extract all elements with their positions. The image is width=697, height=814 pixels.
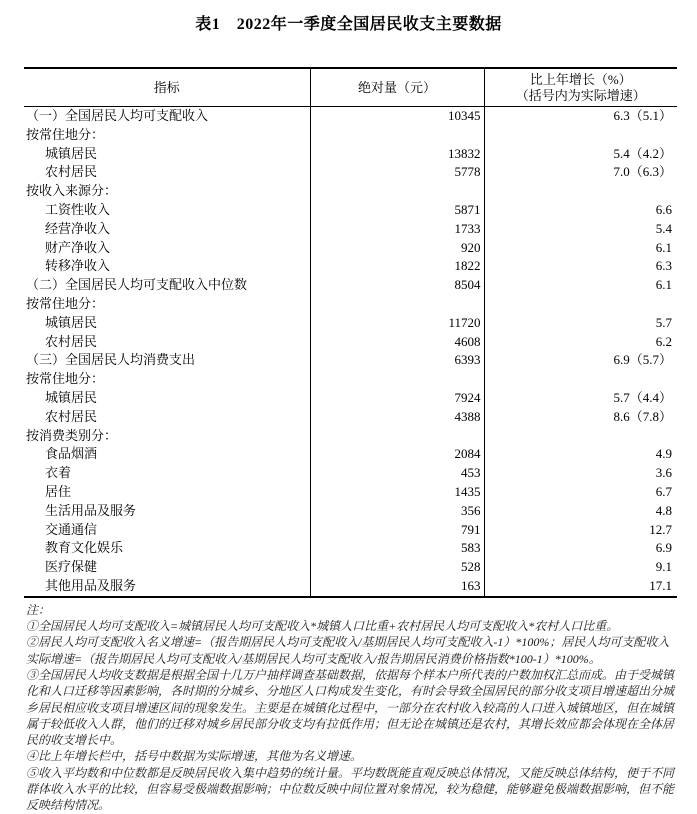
- header-growth-line2: （括号内为实际增速）: [515, 87, 646, 103]
- absolute-value-cell: 11720: [310, 314, 484, 333]
- table-row: [24, 276, 677, 295]
- notes-label: 注：: [26, 602, 51, 617]
- growth-value-cell: [484, 427, 677, 446]
- indicator-cell: 其他用品及服务: [45, 577, 137, 593]
- absolute-value-cell: 7924: [310, 389, 484, 408]
- indicator-cell: 财产净收入: [45, 239, 111, 255]
- indicator-cell: 交通通信: [45, 521, 98, 537]
- growth-value-cell: 5.4: [484, 220, 677, 239]
- table-row: [24, 483, 677, 502]
- table-header-row: [24, 68, 677, 107]
- absolute-value-cell: 920: [310, 239, 484, 258]
- indicator-cell: 城镇居民: [45, 389, 98, 405]
- absolute-value-cell: 10345: [310, 107, 484, 126]
- growth-value-cell: 9.1: [484, 558, 677, 577]
- note-item: ①全国居民人均可支配收入=城镇居民人均可支配收入*城镇人口比重+农村居民人均可支配收入*农村人口比重。: [26, 619, 619, 634]
- table-row: [24, 239, 677, 258]
- growth-value-cell: 4.8: [484, 502, 677, 521]
- table-row: [24, 577, 677, 597]
- header-absolute-amount: 绝对量（元）: [310, 68, 484, 107]
- indicator-cell: 居住: [45, 483, 72, 499]
- growth-value-cell: 6.1: [484, 276, 677, 295]
- growth-value-cell: 6.1: [484, 239, 677, 258]
- table-row: [24, 370, 677, 389]
- indicator-cell: 城镇居民: [45, 314, 98, 330]
- note-item: ②居民人均可支配收入名义增速=（报告期居民人均可支配收入/基期居民人均可支配收入-1）*100%；居民人均可支配收入实际增速=（报告期居民人均可支配收入/基期居民人均可支配收入/报告期居民消费价格指数*100-1）*100%。: [26, 635, 670, 666]
- growth-value-cell: 5.4（4.2）: [484, 145, 677, 164]
- absolute-value-cell: 4388: [310, 408, 484, 427]
- absolute-value-cell: 4608: [310, 333, 484, 352]
- table-row: [24, 257, 677, 276]
- growth-value-cell: 6.3（5.1）: [484, 107, 677, 126]
- table-row: [24, 314, 677, 333]
- table-row: [24, 201, 677, 220]
- note-item: ⑤收入平均数和中位数都是反映居民收入集中趋势的统计量。平均数既能直观反映总体情况，又能反映总体结构，便于不同群体收入水平的比较，但容易受极端数据影响；中位数反映中间位置对象情况，较为稳健，能够避免极端数据影响，但不能反映结构情况。: [26, 765, 675, 813]
- note-item: ④比上年增长栏中，括号中数据为实际增速，其他为名义增速。: [26, 749, 363, 764]
- indicator-cell: 按常住地分：: [26, 126, 105, 142]
- growth-value-cell: 6.9（5.7）: [484, 351, 677, 370]
- growth-value-cell: 8.6（7.8）: [484, 408, 677, 427]
- table-row: [24, 408, 677, 427]
- table-row: [24, 502, 677, 521]
- table-row: [24, 539, 677, 558]
- table-row: [24, 389, 677, 408]
- growth-value-cell: [484, 295, 677, 314]
- absolute-value-cell: 5778: [310, 163, 484, 182]
- absolute-value-cell: [310, 295, 484, 314]
- absolute-value-cell: 6393: [310, 351, 484, 370]
- growth-value-cell: 5.7（4.4）: [484, 389, 677, 408]
- table-row: [24, 521, 677, 540]
- table-row: [24, 351, 677, 370]
- growth-value-cell: 4.9: [484, 445, 677, 464]
- growth-value-cell: [484, 126, 677, 145]
- table-row: [24, 163, 677, 182]
- absolute-value-cell: 356: [310, 502, 484, 521]
- notes-list: [26, 618, 676, 814]
- indicator-cell: （三）全国居民人均消费支出: [26, 352, 196, 368]
- absolute-value-cell: 5871: [310, 201, 484, 220]
- absolute-value-cell: 2084: [310, 445, 484, 464]
- absolute-value-cell: 1435: [310, 483, 484, 502]
- growth-value-cell: 6.7: [484, 483, 677, 502]
- table-row: [24, 107, 677, 126]
- indicator-cell: 经营净收入: [45, 220, 111, 236]
- indicator-cell: 按收入来源分：: [26, 183, 118, 199]
- growth-value-cell: [484, 182, 677, 201]
- indicator-cell: 农村居民: [45, 408, 98, 424]
- indicator-cell: 城镇居民: [45, 145, 98, 161]
- indicator-cell: 衣着: [45, 465, 72, 481]
- absolute-value-cell: 528: [310, 558, 484, 577]
- table-row: [24, 333, 677, 352]
- table-body: [24, 107, 677, 597]
- growth-value-cell: 6.6: [484, 201, 677, 220]
- indicator-cell: 转移净收入: [45, 258, 111, 274]
- absolute-value-cell: [310, 370, 484, 389]
- indicator-cell: （二）全国居民人均可支配收入中位数: [26, 277, 248, 293]
- indicator-cell: 医疗保健: [45, 559, 98, 575]
- page-title: 表1 2022年一季度全国居民收支主要数据: [195, 16, 502, 33]
- table-row: [24, 295, 677, 314]
- indicator-cell: 按常住地分：: [26, 371, 105, 387]
- indicator-cell: 农村居民: [45, 164, 98, 180]
- table-row: [24, 220, 677, 239]
- table-row: [24, 182, 677, 201]
- growth-value-cell: 17.1: [484, 577, 677, 597]
- indicator-cell: 按常住地分：: [26, 295, 105, 311]
- growth-value-cell: 6.9: [484, 539, 677, 558]
- indicator-cell: 按消费类别分：: [26, 427, 118, 443]
- header-growth-line1: 比上年增长（%）: [529, 71, 632, 87]
- growth-value-cell: 6.3: [484, 257, 677, 276]
- indicator-cell: 教育文化娱乐: [45, 540, 124, 556]
- table-row: [24, 145, 677, 164]
- notes-section: [26, 602, 676, 814]
- indicator-cell: （一）全国居民人均可支配收入: [26, 108, 209, 123]
- absolute-value-cell: 453: [310, 464, 484, 483]
- absolute-value-cell: [310, 427, 484, 446]
- header-indicator: 指标: [24, 68, 310, 107]
- table-row: [24, 427, 677, 446]
- absolute-value-cell: 13832: [310, 145, 484, 164]
- table-row: [24, 445, 677, 464]
- absolute-value-cell: 163: [310, 577, 484, 597]
- absolute-value-cell: 8504: [310, 276, 484, 295]
- indicator-cell: 生活用品及服务: [45, 502, 137, 518]
- growth-value-cell: 7.0（6.3）: [484, 163, 677, 182]
- header-growth: [484, 68, 677, 107]
- indicator-cell: 农村居民: [45, 333, 98, 349]
- indicator-cell: 食品烟酒: [45, 446, 98, 462]
- income-expenditure-table: [24, 67, 677, 598]
- note-item: ③全国居民人均收支数据是根据全国十几万户抽样调查基础数据，依据每个样本户所代表的户数加权汇总而成。由于受城镇化和人口迁移等因素影响，各时期的分城乡、分地区人口构成发生变化，有时会导致全国居民的部分收支项目增速超出分城乡居民相应收支项目增速区间的现象发生。主要是在城镇化过程中，一部分在农村收入较高的人口进入城镇地区，但在城镇属于较低收入人群，他们的迁移对城乡居民部分收支均有拉低作用；但无论在城镇还是农村，其增长效应都会体现在全体居民的收支增长中。: [26, 667, 675, 748]
- growth-value-cell: 12.7: [484, 521, 677, 540]
- table-row: [24, 558, 677, 577]
- absolute-value-cell: [310, 182, 484, 201]
- absolute-value-cell: [310, 126, 484, 145]
- absolute-value-cell: 583: [310, 539, 484, 558]
- table-row: [24, 464, 677, 483]
- indicator-cell: 工资性收入: [45, 201, 111, 217]
- growth-value-cell: 6.2: [484, 333, 677, 352]
- absolute-value-cell: 791: [310, 521, 484, 540]
- growth-value-cell: 3.6: [484, 464, 677, 483]
- growth-value-cell: [484, 370, 677, 389]
- table-row: [24, 126, 677, 145]
- absolute-value-cell: 1733: [310, 220, 484, 239]
- growth-value-cell: 5.7: [484, 314, 677, 333]
- absolute-value-cell: 1822: [310, 257, 484, 276]
